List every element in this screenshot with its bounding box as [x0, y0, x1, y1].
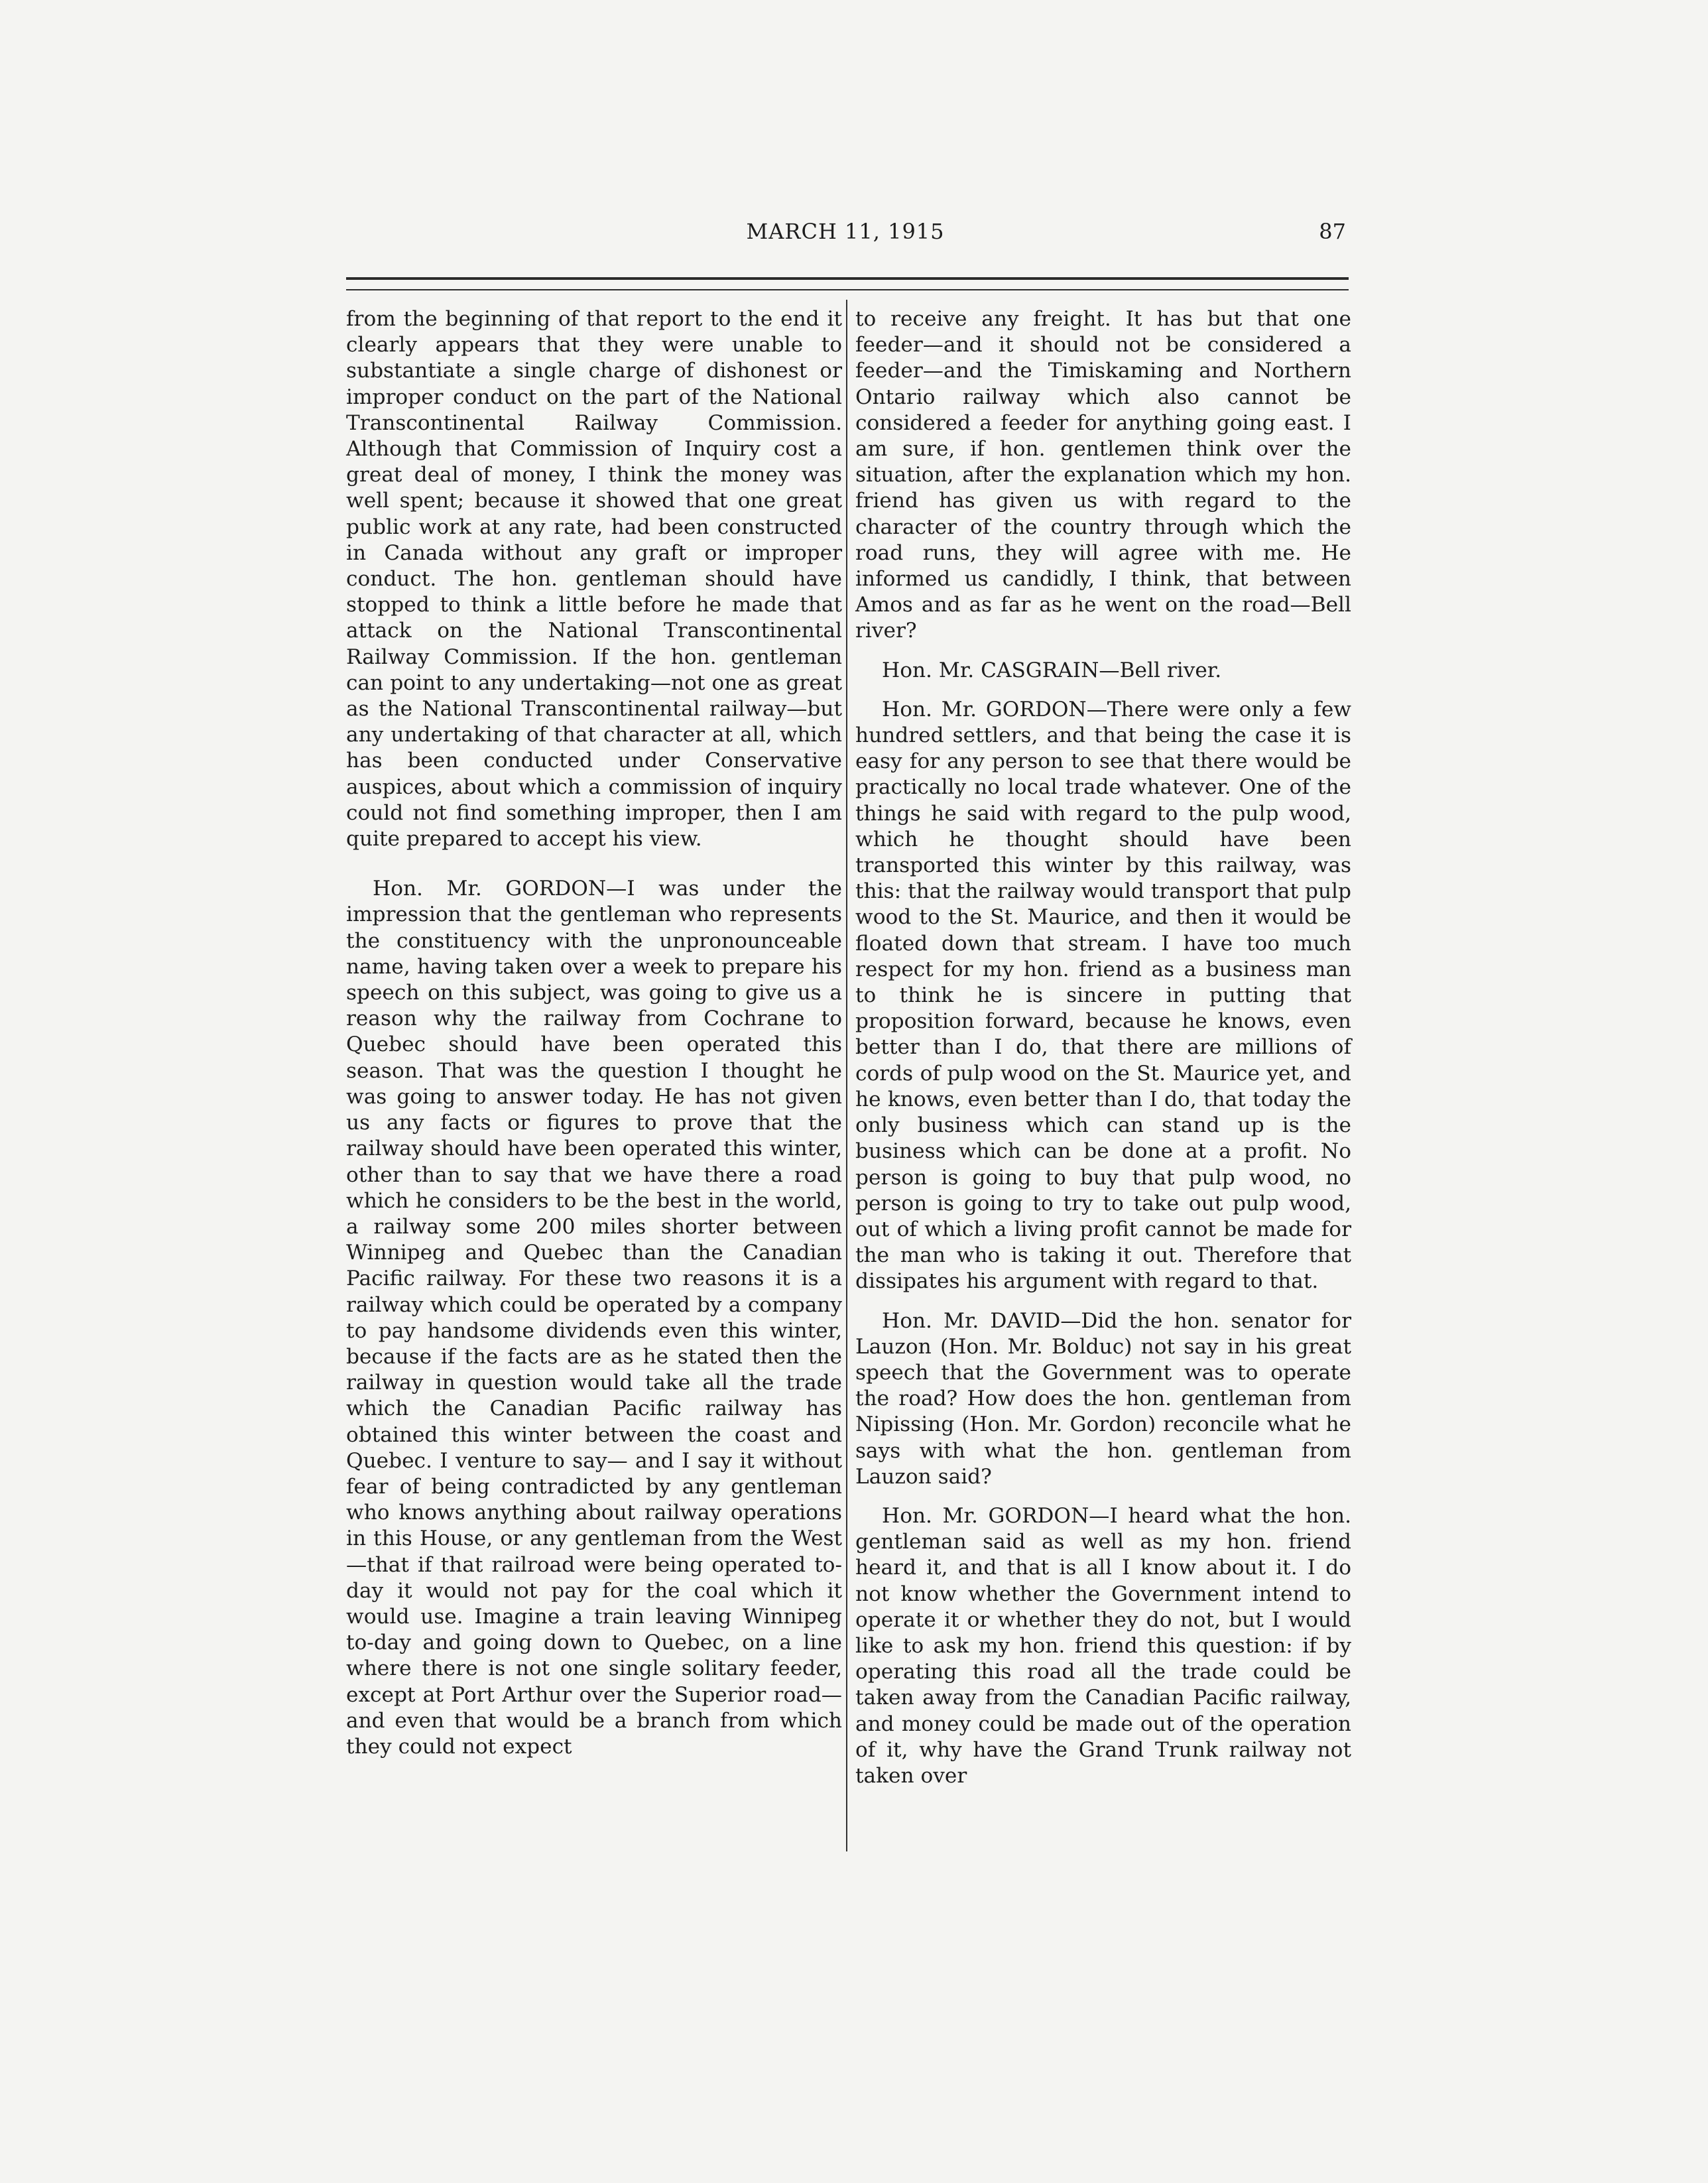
right-column	[855, 306, 1351, 1789]
column-divider	[846, 300, 847, 1851]
paragraph-gordon-final: Hon. Mr. GORDON—I heard what the hon. gentleman said as well as my hon. friend heard it, and that is all I know about it. I do not know whether the Government intend to operate it or whether they do not, but I would like to ask my hon. friend this question: if by operating this road all the trade could be taken away from the Canadian Pacific railway, and money could be made out of the operation of it, why have the Grand Trunk railway not taken over	[855, 1503, 1351, 1788]
paragraph-david: Hon. Mr. DAVID—Did the hon. senator for Lauzon (Hon. Mr. Bolduc) not say in his great speech that the Government was to operate the road? How does the hon. gentleman from Nipissing (Hon. Mr. Gordon) reconcile what he says with what the hon. gentleman from Lauzon said?	[855, 1308, 1351, 1489]
paragraph-casgrain: Hon. Mr. CASGRAIN—Bell river.	[882, 658, 1222, 682]
header-rule-thick	[346, 277, 1349, 280]
paragraph-continuation-right: to receive any freight. It has but that one feeder—and it should not be considered a feeder—and the Timiskaming and Northern Ontario railway which also cannot be considered a feeder for anything going east. I am sure, if hon. gentlemen think over the situation, after the explanation which my hon. friend has given us with regard to the character of the country through which the road runs, they will agree with me. He informed us candidly, I think, that between Amos and as far as he went on the road—Bell river?	[855, 307, 1351, 643]
page-header	[345, 219, 1346, 259]
running-head: MARCH 11, 1915	[746, 219, 945, 244]
paragraph-gordon-speech: Hon. Mr. GORDON—I was under the impression that the gentleman who represents the constituency with the unpronounceable name, having taken over a week to prepare his speech on this subject, was going to give us a reason why the railway from Cochrane to Quebec should have been operated this season. That was the question I thought he was going to answer today. He has not given us any facts or figures to prove that the railway should have been operated this winter, other than to say that we have there a road which he considers to be the best in the world, a railway some 200 miles shorter between Winnipeg and Quebec than the Canadian Pacific railway. For these two reasons it is a railway which could be operated by a company to pay handsome dividends even this winter, because if the facts are as he stated then the railway in question would take all the trade which the Canadian Pacific railway has obtained this winter between the coast and Quebec. I venture to say— and I say it without fear of being contradicted by any gentleman who knows anything about railway operations in this House, or any gentleman from the West—that if that railroad were being operated to-day it would not pay for the coal which it would use. Imagine a train leaving Winnipeg to-day and going down to Quebec, on a line where there is not one single solitary feeder, except at Port Arthur over the Superior road—and even that would be a branch from which they could not expect	[346, 877, 842, 1759]
paragraph-continuation: from the beginning of that report to the end it clearly appears that they were unable to substantiate a single charge of dishonest or improper conduct on the part of the National Transcontinental Railway Commission. Although that Commission of Inquiry cost a great deal of money, I think the money was well spent; because it showed that one great public work at any rate, had been constructed in Canada without any graft or improper conduct. The hon. gentleman should have stopped to think a little before he made that attack on the National Transcontinental Railway Commission. If the hon. gentleman can point to any undertaking—not one as great as the National Transcontinental railway—but any undertaking of that character at all, which has been conducted under Conservative auspices, about which a commission of inquiry could not find something improper, then I am quite prepared to accept his view.	[346, 307, 842, 851]
header-rule-thin	[346, 289, 1349, 290]
paragraph-gordon-reply: Hon. Mr. GORDON—There were only a few hundred settlers, and that being the case it is easy for any person to see that there would be practically no local trade whatever. One of the things he said with regard to the pulp wood, which he thought should have been transported this winter by this railway, was this: that the railway would transport that pulp wood to the St. Maurice, and then it would be floated down that stream. I have too much respect for my hon. friend as a business man to think he is sincere in putting that proposition forward, because he knows, even better than I do, that there are millions of cords of pulp wood on the St. Maurice yet, and he knows, even better than I do, that today the only business which can stand up is the business which can be done at a profit. No person is going to buy that pulp wood, no person is going to try to take out pulp wood, out of which a living profit cannot be made for the man who is taking it out. Therefore that dissipates his argument with regard to that.	[855, 697, 1351, 1294]
left-column	[346, 306, 842, 1760]
page-number: 87	[1319, 219, 1346, 244]
